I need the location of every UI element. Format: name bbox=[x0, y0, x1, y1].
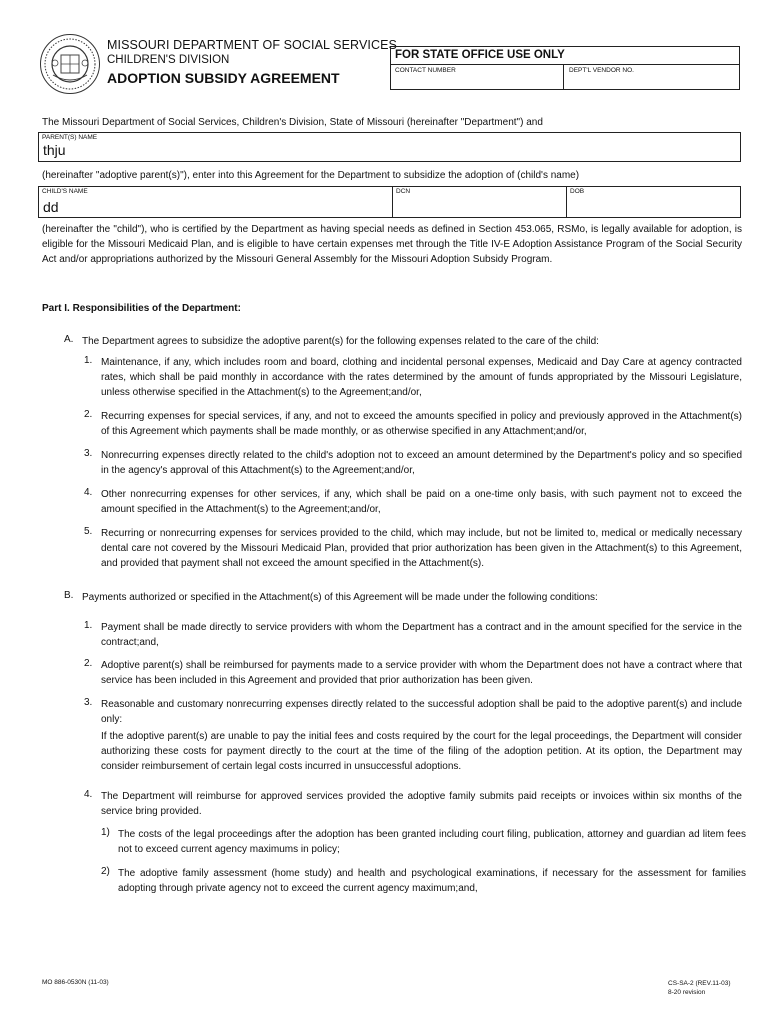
section-b-item-text: The Department will reimburse for approved services provided the adoptive family submits paid receipts or invoices within six months of the service bring provided. bbox=[101, 791, 742, 817]
child-name-value: dd bbox=[43, 199, 59, 215]
child-name-field[interactable] bbox=[38, 186, 393, 218]
section-a-item-text: Recurring expenses for special services, if any, and not to exceed the amounts specified in policy and previously approved in the Attachment(s) of this Agreement which payments shall be made monthly, or as otherwise specified in any Attachment;and/or, bbox=[101, 411, 742, 437]
section-b-letter: B. bbox=[64, 590, 74, 601]
dcn-field[interactable] bbox=[392, 186, 567, 218]
section-b-text: Payments authorized or specified in the Attachment(s) of this Agreement will be made under the following conditions: bbox=[82, 592, 598, 603]
intro-text: The Missouri Department of Social Services, Children's Division, State of Missouri (hereinafter "Department") and bbox=[42, 117, 543, 128]
section-a-letter: A. bbox=[64, 334, 74, 345]
section-a-item-text: Recurring or nonrecurring expenses for services provided to the child, which may include, but not be limited to, medical or medically necessary dental care not covered by the Missouri Medicaid Plan, provided that prior authorization has been given in the Attachment(s) to this Agreement, and provided that payment shall not exceed the amount specified in the Attachment(s). bbox=[101, 528, 742, 569]
section-a-item-text: Maintenance, if any, which includes room and board, clothing and incidental personal expenses, Medicaid and Day Care at agency contracted rates, which shall be paid monthly in accordance with the rates determined by the amount of funds appropriated by the Missouri Legislature, unless otherwise specified in the Attachment(s) to the Agreement;and/or, bbox=[101, 357, 742, 398]
section-b-subitem-text: The costs of the legal proceedings after the adoption has been granted including court filing, publication, attorney and guardian ad litem fees not to exceed current agency maximums in policy; bbox=[118, 829, 746, 855]
state-office-heading: FOR STATE OFFICE USE ONLY bbox=[395, 49, 565, 61]
section-a-item-num: 3. bbox=[84, 448, 93, 459]
dob-field[interactable] bbox=[566, 186, 741, 218]
state-office-rule bbox=[391, 64, 739, 65]
section-b-subitem-num: 1) bbox=[101, 827, 110, 838]
parents-name-field[interactable] bbox=[38, 132, 741, 162]
section-a-item-num: 4. bbox=[84, 487, 93, 498]
section-b-court-costs-text: If the adoptive parent(s) are unable to pay the initial fees and costs required by the court for the legal proceedings, the Department will consider authorizing these costs for payment directly to the court at the time of the filing of the adoption petition. At its option, the Department may consider reimbursement of certain legal costs incurred in unsuccessful adoptions. bbox=[101, 731, 742, 772]
section-b-subitem-text: The adoptive family assessment (home study) and health and psychological examinations, if necessary for the assessment for families adopting through private agency not to exceed the current agency maximum;and, bbox=[118, 868, 746, 894]
section-a-item-text: Nonrecurring expenses directly related to the child's adoption not to exceed an amount determined by the Department's policy and so specified in the agency's approval of this Attachment(s) to the Agreement;and/or, bbox=[101, 450, 742, 476]
revision-line: 8-20 revision bbox=[668, 989, 706, 996]
agency-name: MISSOURI DEPARTMENT OF SOCIAL SERVICES bbox=[107, 38, 397, 52]
revision-info bbox=[668, 979, 731, 997]
missouri-state-seal-icon bbox=[40, 34, 100, 94]
section-a-item-num: 5. bbox=[84, 526, 93, 537]
state-office-use-box bbox=[390, 46, 740, 90]
section-b-subitem-num: 2) bbox=[101, 866, 110, 877]
section-a-item-num: 2. bbox=[84, 409, 93, 420]
dcn-label: DCN bbox=[396, 188, 411, 195]
parents-name-value: thju bbox=[43, 142, 66, 158]
form-number: MO 886-0530N (11-03) bbox=[42, 979, 109, 986]
parents-name-label: PARENT(S) NAME bbox=[42, 134, 98, 141]
section-a-text: The Department agrees to subsidize the adoptive parent(s) for the following expenses related to the care of the child: bbox=[82, 336, 599, 347]
contact-number-label: CONTACT NUMBER bbox=[395, 67, 456, 74]
section-b-item-num: 1. bbox=[84, 620, 93, 631]
child-name-label: CHILD'S NAME bbox=[42, 188, 88, 195]
section-b-item-num: 3. bbox=[84, 697, 93, 708]
section-a-item-text: Other nonrecurring expenses for other services, if any, which shall be paid on a one-time only basis, with such payment not to exceed the amount specified in the Attachment(s) to the Agreement;and/or, bbox=[101, 489, 742, 515]
child-eligibility-paragraph: (hereinafter the "child"), who is certified by the Department as having special needs as defined in Section 453.065, RSMo, is legally available for adoption, is eligible for the Missouri Medicaid Plan, and is eligible to have certain expenses met through the Title IV-E Adoption Assistance Program of the Social Security Act and/or appropriations authorized by the Missouri General Assembly for the Missouri Adoption Subsidy Program. bbox=[42, 224, 742, 265]
section-b-item-text: Payment shall be made directly to service providers with whom the Department has a contract and in the amount specified for the service in the contract;and, bbox=[101, 622, 742, 648]
vendor-number-label: DEPT'L VENDOR NO. bbox=[569, 67, 634, 74]
revision-line: CS-SA-2 (REV.11-03) bbox=[668, 980, 731, 987]
section-b-item-num: 4. bbox=[84, 789, 93, 800]
section-a-item-num: 1. bbox=[84, 355, 93, 366]
hereinafter-parents-text: (hereinafter "adoptive parent(s)"), enter into this Agreement for the Department to subsidize the adoption of (child's name) bbox=[42, 170, 580, 181]
section-b-item-text: Reasonable and customary nonrecurring expenses directly related to the successful adoption shall be paid to the adoptive parent(s) and include only: bbox=[101, 699, 742, 725]
dob-label: DOB bbox=[570, 188, 585, 195]
form-title: ADOPTION SUBSIDY AGREEMENT bbox=[107, 70, 340, 86]
section-b-item-text: Adoptive parent(s) shall be reimbursed for payments made to a service provider with whom the Department does not have a contract where that service has been included in this Agreement and provided that prior authorization has been given. bbox=[101, 660, 742, 686]
state-office-divider bbox=[563, 64, 564, 89]
division-name: CHILDREN'S DIVISION bbox=[107, 54, 230, 66]
section-b-item-num: 2. bbox=[84, 658, 93, 669]
part-one-heading: Part I. Responsibilities of the Department: bbox=[42, 303, 241, 314]
